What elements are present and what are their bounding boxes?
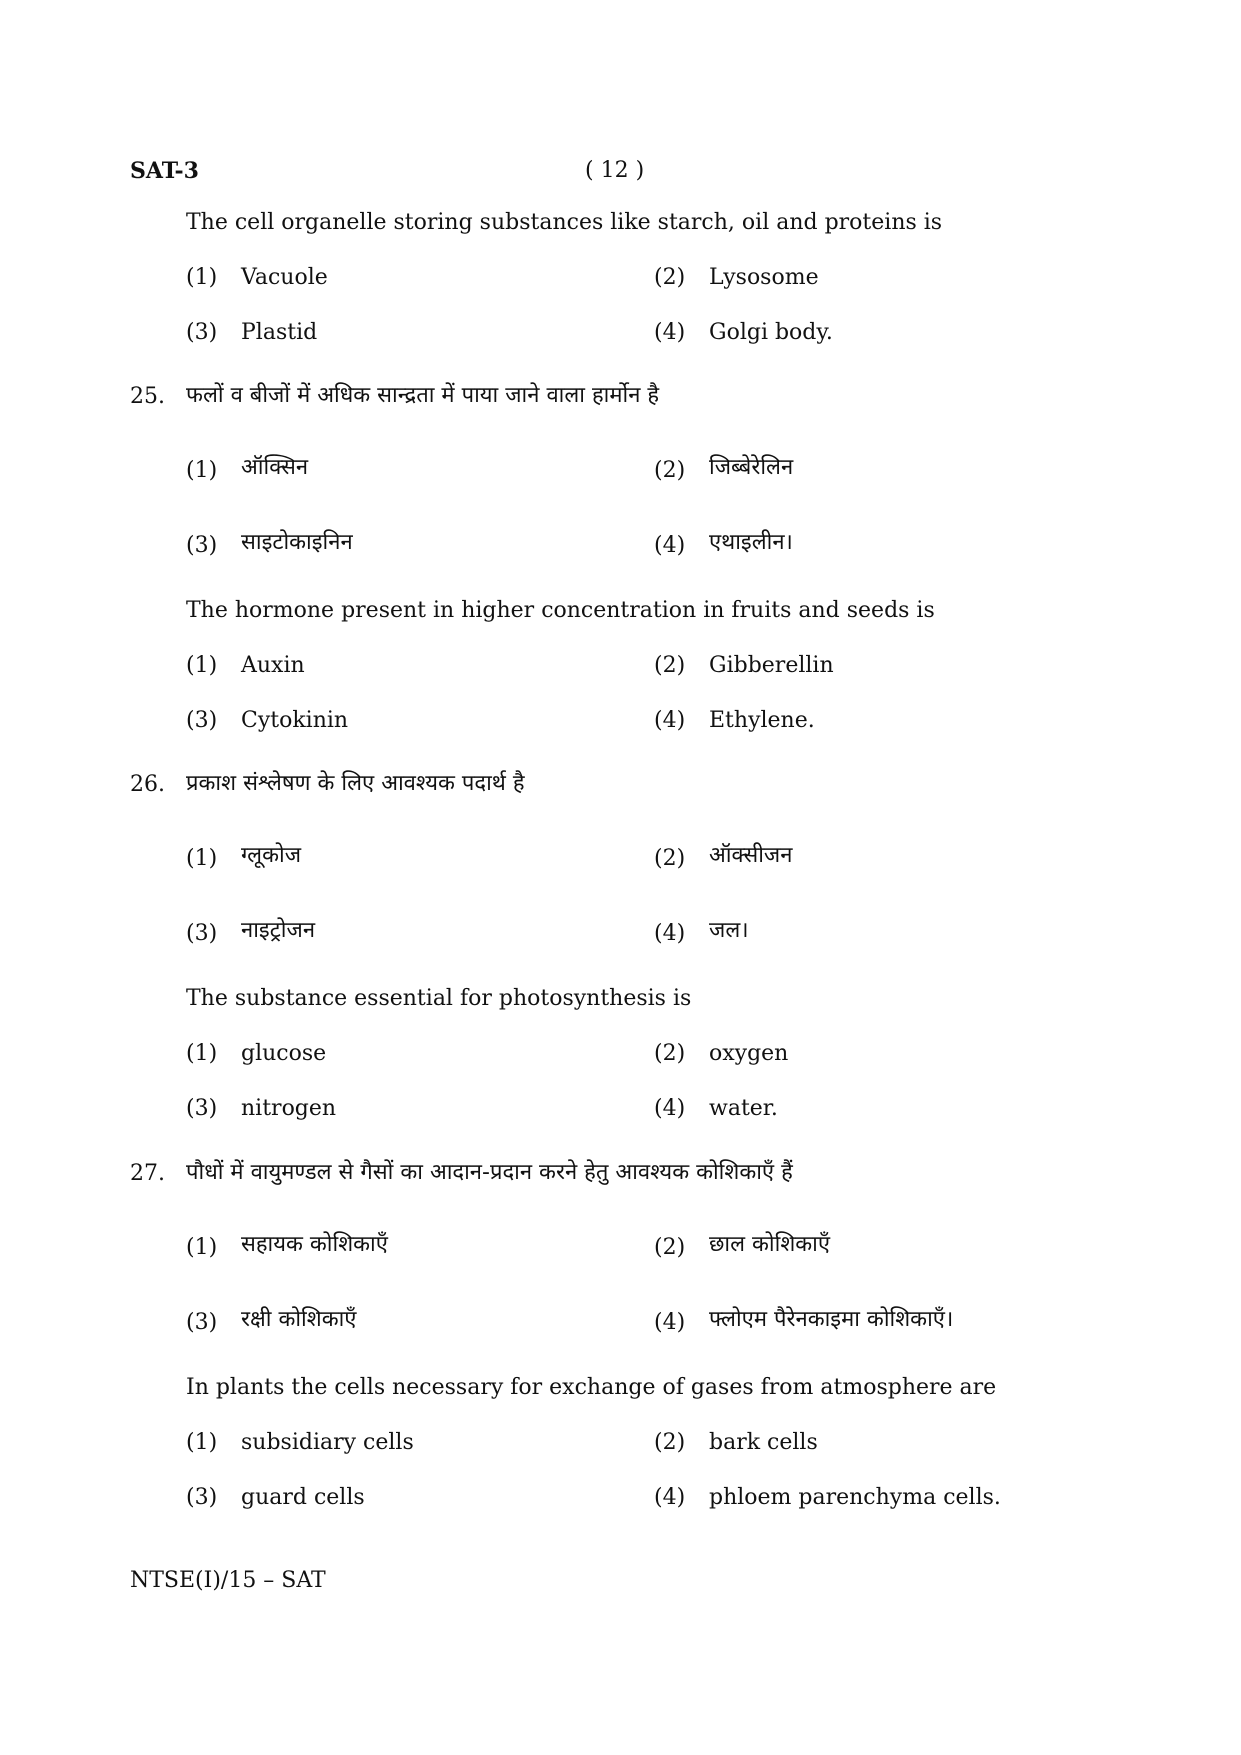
q27-hi-question: पौधों में वायुमण्डल से गैसों का आदान-प्रदान करने हेतु आवश्यक कोशिकाएँ हैं <box>186 1160 793 1185</box>
q26-en-opt3-text: nitrogen <box>241 1096 337 1121</box>
q27-hi-opt4-num: (4) <box>654 1310 686 1335</box>
q26-en-opt4-text: water. <box>709 1096 778 1121</box>
q26-en-opt1-num: (1) <box>186 1041 218 1066</box>
q27-number: 27. <box>130 1161 165 1186</box>
q24-en-opt3-num: (3) <box>186 320 218 345</box>
q27-hi-opt3-num: (3) <box>186 1310 218 1335</box>
q25-hi-opt2-num: (2) <box>654 458 686 483</box>
q27-en-opt2-text: bark cells <box>709 1430 818 1455</box>
q26-hi-opt1-num: (1) <box>186 846 218 871</box>
q27-en-opt4-text: phloem parenchyma cells. <box>709 1485 1001 1510</box>
q26-number: 26. <box>130 772 165 797</box>
q27-en-opt1-num: (1) <box>186 1430 218 1455</box>
q25-en-opt4-num: (4) <box>654 708 686 733</box>
paper-code: SAT-3 <box>130 158 199 184</box>
q25-hi-opt4-text: एथाइलीन। <box>709 530 793 555</box>
q27-en-opt3-text: guard cells <box>241 1485 365 1510</box>
q25-en-opt2-text: Gibberellin <box>709 653 834 678</box>
footer-code: NTSE(I)/15 – SAT <box>130 1568 326 1593</box>
q27-hi-opt3-text: रक्षी कोशिकाएँ <box>241 1307 357 1332</box>
q24-en-opt1-num: (1) <box>186 265 218 290</box>
q24-en-question: The cell organelle storing substances like starch, oil and proteins is <box>186 210 943 235</box>
q24-en-opt2-num: (2) <box>654 265 686 290</box>
q27-hi-opt1-num: (1) <box>186 1235 218 1260</box>
q24-en-opt4-num: (4) <box>654 320 686 345</box>
q26-hi-opt3-text: नाइट्रोजन <box>241 918 316 943</box>
q27-en-opt1-text: subsidiary cells <box>241 1430 414 1455</box>
q25-en-opt3-text: Cytokinin <box>241 708 349 733</box>
q25-en-opt4-text: Ethylene. <box>709 708 815 733</box>
q27-hi-opt2-text: छाल कोशिकाएँ <box>709 1232 831 1257</box>
q24-en-opt4-text: Golgi body. <box>709 320 833 345</box>
q25-en-opt1-text: Auxin <box>241 653 305 678</box>
q27-en-opt2-num: (2) <box>654 1430 686 1455</box>
q26-en-opt4-num: (4) <box>654 1096 686 1121</box>
q25-hi-opt3-num: (3) <box>186 533 218 558</box>
q26-en-opt2-text: oxygen <box>709 1041 789 1066</box>
q26-hi-opt2-text: ऑक्सीजन <box>709 843 793 868</box>
q25-hi-opt1-num: (1) <box>186 458 218 483</box>
q25-hi-opt2-text: जिब्बेरेलिन <box>709 455 794 480</box>
q26-hi-opt3-num: (3) <box>186 921 218 946</box>
q25-en-opt2-num: (2) <box>654 653 686 678</box>
q26-en-opt3-num: (3) <box>186 1096 218 1121</box>
q26-en-opt1-text: glucose <box>241 1041 327 1066</box>
q25-number: 25. <box>130 384 165 409</box>
q27-hi-opt4-text: फ्लोएम पैरेनकाइमा कोशिकाएँ। <box>709 1307 954 1332</box>
q27-en-question: In plants the cells necessary for exchange of gases from atmosphere are <box>186 1375 997 1400</box>
q26-hi-opt4-text: जल। <box>709 918 749 943</box>
q27-hi-opt1-text: सहायक कोशिकाएँ <box>241 1232 388 1257</box>
q25-en-question: The hormone present in higher concentration in fruits and seeds is <box>186 598 935 623</box>
q25-hi-opt3-text: साइटोकाइनिन <box>241 530 353 555</box>
q25-hi-question: फलों व बीजों में अधिक सान्द्रता में पाया जाने वाला हार्मोन है <box>186 383 660 408</box>
q24-en-opt1-text: Vacuole <box>241 265 328 290</box>
q27-en-opt3-num: (3) <box>186 1485 218 1510</box>
q25-en-opt3-num: (3) <box>186 708 218 733</box>
q25-hi-opt1-text: ऑक्सिन <box>241 455 309 480</box>
q27-hi-opt2-num: (2) <box>654 1235 686 1260</box>
q26-en-question: The substance essential for photosynthesis is <box>186 986 692 1011</box>
q26-hi-opt1-text: ग्लूकोज <box>241 843 302 868</box>
q26-hi-opt4-num: (4) <box>654 921 686 946</box>
q25-hi-opt4-num: (4) <box>654 533 686 558</box>
page-number: ( 12 ) <box>585 158 645 183</box>
q26-hi-question: प्रकाश संश्लेषण के लिए आवश्यक पदार्थ है <box>186 771 525 796</box>
q26-en-opt2-num: (2) <box>654 1041 686 1066</box>
q24-en-opt2-text: Lysosome <box>709 265 819 290</box>
q27-en-opt4-num: (4) <box>654 1485 686 1510</box>
q26-hi-opt2-num: (2) <box>654 846 686 871</box>
q25-en-opt1-num: (1) <box>186 653 218 678</box>
q24-en-opt3-text: Plastid <box>241 320 318 345</box>
